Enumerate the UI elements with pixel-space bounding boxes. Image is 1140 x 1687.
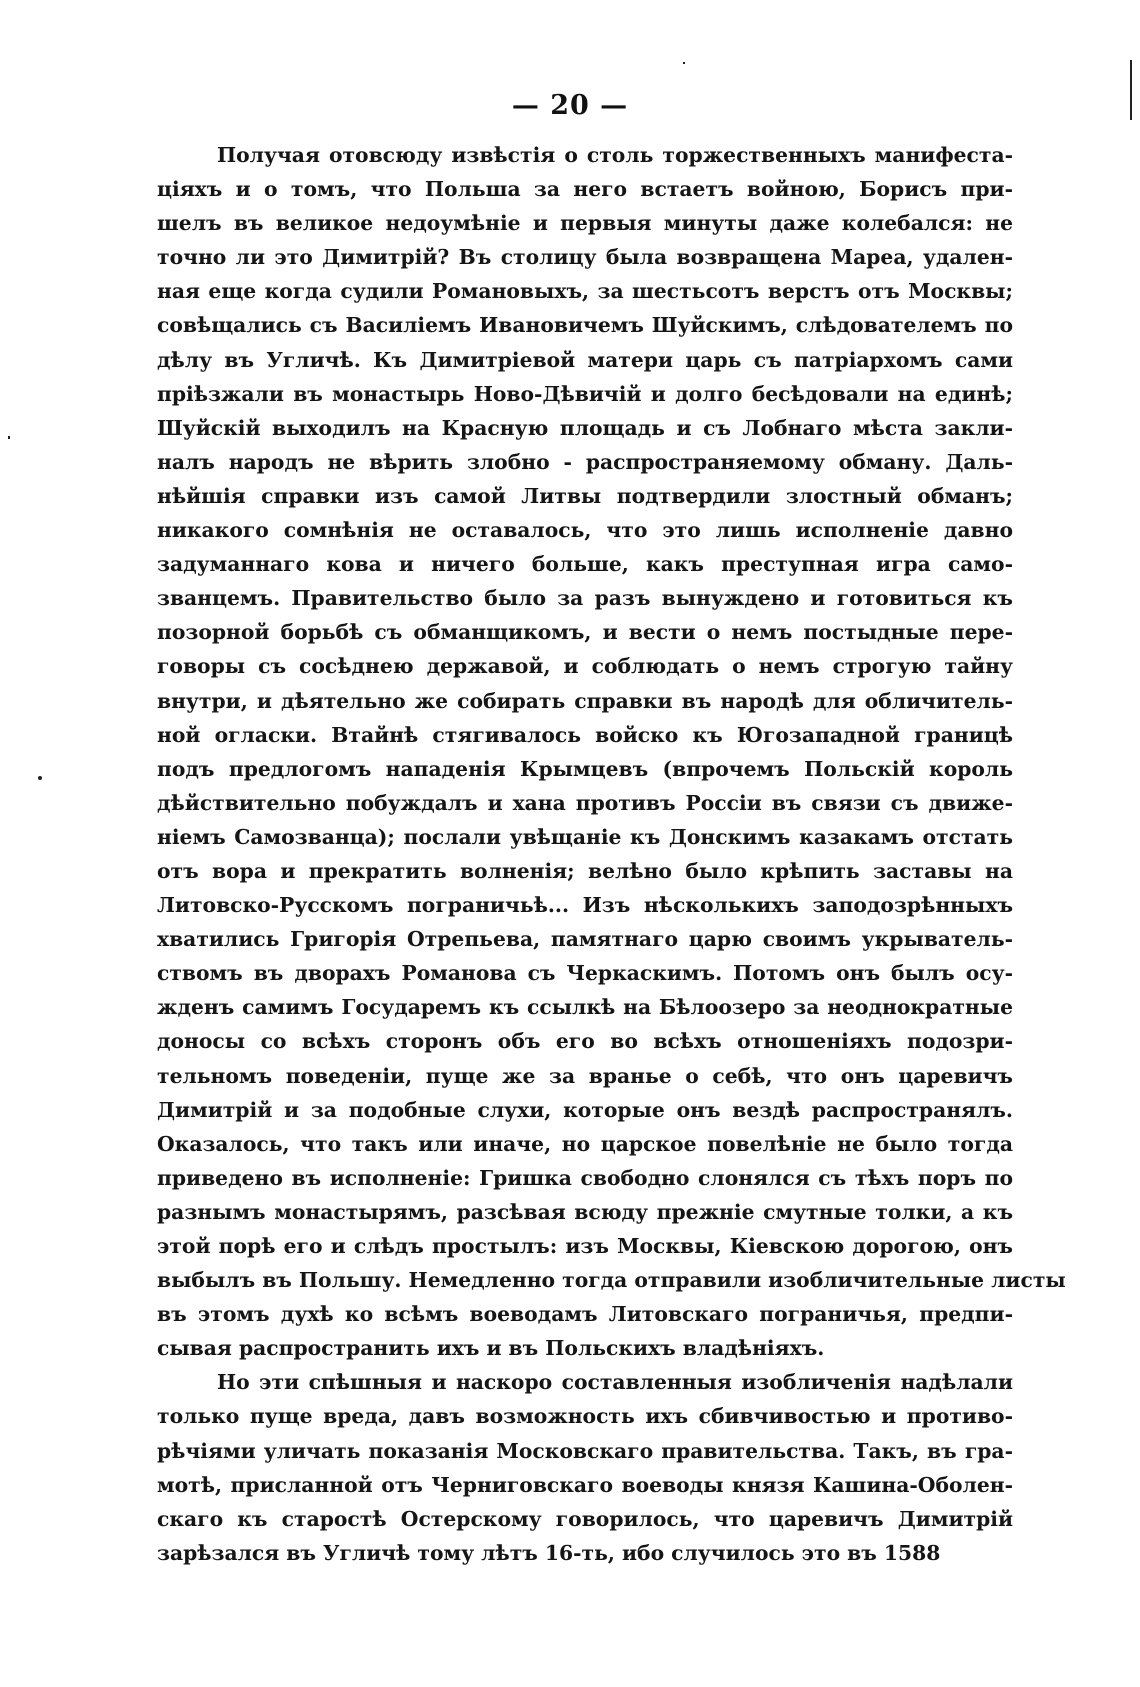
text-line: званцемъ. Правительство было за разъ вынуждено и готовиться къ [157,586,1013,611]
text-line: говоры съ сосѣднею державой, и соблюдать о немъ строгую тайну [157,654,1013,679]
text-line: подъ предлогомъ нападенія Крымцевъ (впрочемъ Польскій король [157,756,1013,781]
text-line: зарѣзался въ Угличѣ тому лѣтъ 16-ть, ибо случилось это въ 1588 [157,1540,941,1565]
text-line: жденъ самимъ Государемъ къ ссылкѣ на Бѣлоозеро за неоднократные [157,995,1013,1020]
text-line: этой порѣ его и слѣдъ простылъ: изъ Москвы, Кіевскою дорогою, онъ [157,1234,1013,1258]
text-line: Но эти спѣшныя и наскоро составленныя изобличенія надѣлали [217,1370,1013,1395]
paragraph [157,1365,1013,1570]
text-line: Димитрій и за подобные слухи, которые онъ вездѣ распространялъ. [157,1097,1013,1122]
text-line: шелъ въ великое недоумѣніе и первыя минуты даже колебался: не [157,211,1013,236]
text-line: пріѣзжали въ монастырь Ново-Дѣвичій и долго бесѣдовали на единѣ; [157,381,1013,406]
text-line: тельномъ поведеніи, пуще же за вранье о себѣ, что онъ царевичъ [157,1063,1013,1088]
text-line: Получая отовсюду извѣстія о столь торжественныхъ манифеста- [217,143,1013,167]
text-line: совѣщались съ Василіемъ Ивановичемъ Шуйскимъ, слѣдователемъ по [157,313,1013,338]
scan-speck [683,62,685,64]
text-line: внутри, и дѣятельно же собирать справки въ народѣ для обличитель- [157,688,1013,713]
body-text [157,138,1066,1570]
text-line: задуманнаго кова и ничего больше, какъ преступная игра само- [157,552,1013,577]
text-line: ной огласки. Втайнѣ стягивалось войско къ Югозападной границѣ [157,722,1013,747]
scan-speck [38,776,42,780]
text-line: хватились Григорія Отрепьева, памятнаго царю своимъ укрыватель- [157,927,1013,952]
text-line: мотѣ, присланной отъ Черниговскаго воеводы князя Кашина-Оболен- [157,1472,1013,1497]
text-line: Литовско-Русскомъ пограничьѣ... Изъ нѣсколькихъ заподозрѣнныхъ [157,893,1013,918]
text-line: налъ народъ не вѣрить злобно - распространяемому обману. Даль- [157,449,1013,474]
text-line: доносы со всѣхъ сторонъ объ его во всѣхъ отношеніяхъ подозри- [157,1029,1013,1054]
text-line: только пуще вреда, давъ возможность ихъ сбивчивостью и противо- [157,1404,1013,1429]
text-line: разнымъ монастырямъ, разсѣвая всюду прежніе смутные толки, а къ [157,1199,1013,1224]
text-line: никакого сомнѣнія не оставалось, что это лишь исполненіе давно [157,518,1013,543]
text-line: ная еще когда судили Романовыхъ, за шестьсотъ верстъ отъ Москвы; [157,279,1013,304]
text-line: ствомъ въ дворахъ Романова съ Черкаскимъ. Потомъ онъ былъ осу- [157,961,1013,986]
text-line: ціяхъ и о томъ, что Польша за него встаетъ войною, Борисъ при- [157,177,1013,202]
text-line: Оказалось, что такъ или иначе, но царское повелѣніе не было тогда [157,1131,1013,1156]
text-line: точно ли это Димитрій? Въ столицу была возвращена Мареа, удален- [157,245,1013,270]
paragraph [157,138,1066,1365]
text-line: нѣйшія справки изъ самой Литвы подтвердили злостный обманъ; [157,483,1013,508]
text-line: выбылъ въ Польшу. Немедленно тогда отправили изобличительные листы [157,1268,1066,1293]
text-line: дѣйствительно побуждалъ и хана противъ Россіи въ связи съ движе- [157,790,1013,815]
text-line: приведено въ исполненіе: Гришка свободно слонялся съ тѣхъ поръ по [157,1165,1013,1190]
text-line: отъ вора и прекратить волненія; велѣно было крѣпить заставы на [157,858,1013,883]
text-line: позорной борьбѣ съ обманщикомъ, и вести о немъ постыдные пере- [157,620,1013,645]
scan-speck [8,436,10,439]
page-number: — 20 — [511,90,629,121]
text-line: въ этомъ духѣ ко всѣмъ воеводамъ Литовскаго пограничья, предпи- [157,1302,1013,1327]
text-line: Шуйскій выходилъ на Красную площадь и съ Лобнаго мѣста закли- [157,415,1013,440]
scan-edge-mark [1130,60,1132,120]
text-line: ніемъ Самозванца); послали увѣщаніе къ Донскимъ казакамъ отстать [157,824,1013,849]
text-line: сывая распространить ихъ и въ Польскихъ владѣніяхъ. [157,1336,825,1361]
text-line: скаго къ старостѣ Остерскому говорилось, что царевичъ Димитрій [157,1506,1013,1531]
text-line: рѣчіями уличать показанія Московскаго правительства. Такъ, въ гра- [157,1438,1013,1463]
text-line: дѣлу въ Угличѣ. Къ Димитріевой матери царь съ патріархомъ сами [157,347,1013,372]
